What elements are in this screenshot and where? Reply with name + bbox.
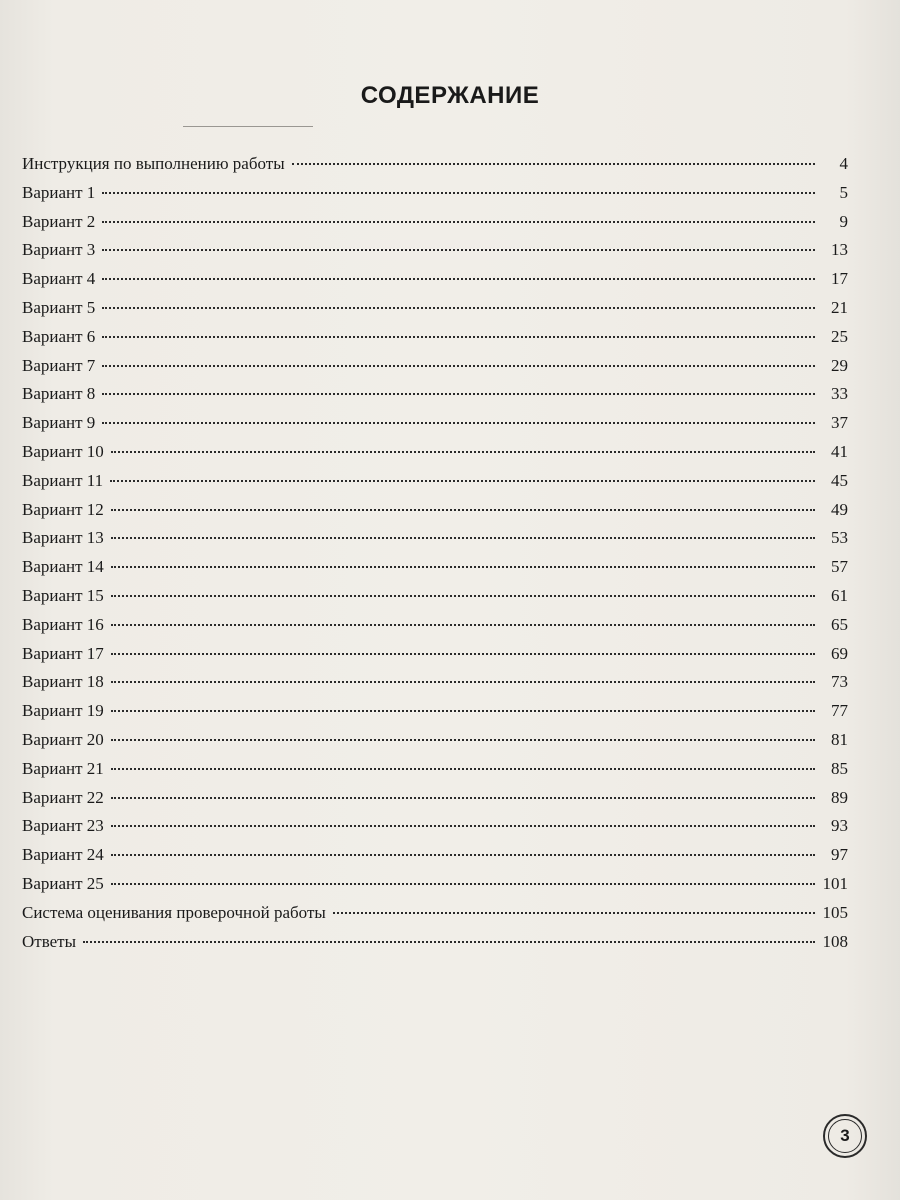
toc-entry-label: Вариант 23 bbox=[22, 816, 104, 836]
toc-entry bbox=[22, 899, 848, 928]
toc-dot-leader bbox=[102, 422, 815, 424]
toc-entry-label: Вариант 25 bbox=[22, 873, 104, 893]
toc-entry-page: 81 bbox=[831, 729, 848, 749]
toc-dot-leader bbox=[111, 566, 815, 568]
toc-entry bbox=[22, 294, 848, 323]
toc-dot-leader bbox=[102, 393, 815, 395]
toc-entry-page: 73 bbox=[831, 672, 848, 692]
toc-entry-label: Вариант 3 bbox=[22, 240, 96, 260]
toc-entry bbox=[22, 265, 848, 294]
toc-dot-leader bbox=[111, 797, 815, 799]
toc-entry bbox=[22, 553, 848, 582]
toc-dot-leader bbox=[111, 537, 815, 539]
toc-entry bbox=[22, 928, 848, 957]
toc-dot-leader bbox=[111, 509, 815, 511]
toc-entry bbox=[22, 697, 848, 726]
toc-entry bbox=[22, 438, 848, 467]
toc-entry-label: Вариант 17 bbox=[22, 643, 104, 663]
toc-dot-leader bbox=[111, 595, 815, 597]
toc-entry-label: Вариант 1 bbox=[22, 182, 96, 202]
toc-dot-leader bbox=[111, 739, 815, 741]
toc-dot-leader bbox=[111, 681, 815, 683]
table-of-contents bbox=[22, 150, 848, 956]
toc-entry-page: 45 bbox=[831, 470, 848, 490]
toc-entry bbox=[22, 755, 848, 784]
toc-entry bbox=[22, 611, 848, 640]
toc-entry-page: 53 bbox=[831, 528, 848, 548]
toc-dot-leader bbox=[102, 278, 815, 280]
toc-entry bbox=[22, 582, 848, 611]
toc-entry-page: 29 bbox=[831, 355, 848, 375]
toc-entry bbox=[22, 726, 848, 755]
toc-dot-leader bbox=[102, 365, 815, 367]
toc-entry bbox=[22, 380, 848, 409]
toc-entry-label: Вариант 12 bbox=[22, 499, 104, 519]
toc-entry-page: 5 bbox=[839, 182, 848, 202]
toc-entry bbox=[22, 323, 848, 352]
toc-entry bbox=[22, 841, 848, 870]
toc-dot-leader bbox=[110, 480, 815, 482]
toc-entry-page: 101 bbox=[822, 873, 848, 893]
toc-entry-page: 89 bbox=[831, 787, 848, 807]
toc-dot-leader bbox=[333, 912, 815, 914]
toc-entry-page: 4 bbox=[839, 154, 848, 173]
toc-dot-leader bbox=[111, 768, 815, 770]
toc-entry-label: Вариант 15 bbox=[22, 585, 104, 605]
toc-entry-page: 13 bbox=[831, 240, 848, 260]
toc-entry bbox=[22, 524, 848, 553]
toc-entry-page: 97 bbox=[831, 845, 848, 865]
toc-entry-label: Вариант 5 bbox=[22, 297, 96, 317]
toc-dot-leader bbox=[292, 163, 815, 165]
toc-entry bbox=[22, 409, 848, 438]
toc-entry-page: 85 bbox=[831, 758, 848, 778]
toc-entry-page: 25 bbox=[831, 326, 848, 346]
toc-dot-leader bbox=[83, 941, 815, 943]
toc-entry-label: Вариант 20 bbox=[22, 729, 104, 749]
toc-entry-label: Вариант 4 bbox=[22, 269, 96, 289]
toc-entry-label: Вариант 6 bbox=[22, 326, 96, 346]
toc-entry bbox=[22, 208, 848, 237]
toc-entry bbox=[22, 179, 848, 208]
toc-dot-leader bbox=[111, 653, 815, 655]
toc-entry bbox=[22, 640, 848, 669]
toc-entry-label: Инструкция по выполнению работы bbox=[22, 154, 285, 173]
toc-entry-label: Ответы bbox=[22, 931, 77, 951]
toc-dot-leader bbox=[111, 854, 815, 856]
toc-dot-leader bbox=[111, 624, 815, 626]
toc-entry-page: 108 bbox=[822, 931, 848, 951]
toc-entry bbox=[22, 352, 848, 381]
toc-entry-label: Вариант 18 bbox=[22, 672, 104, 692]
toc-dot-leader bbox=[102, 249, 815, 251]
toc-entry-label: Вариант 24 bbox=[22, 845, 104, 865]
toc-entry-label: Вариант 22 bbox=[22, 787, 104, 807]
toc-entry-page: 17 bbox=[831, 269, 848, 289]
page-number-badge bbox=[823, 1114, 867, 1158]
toc-entry bbox=[22, 812, 848, 841]
toc-entry-page: 93 bbox=[831, 816, 848, 836]
toc-dot-leader bbox=[111, 883, 815, 885]
toc-entry-page: 9 bbox=[839, 211, 848, 231]
toc-entry-label: Вариант 14 bbox=[22, 557, 104, 577]
toc-entry bbox=[22, 467, 848, 496]
toc-entry-page: 21 bbox=[831, 297, 848, 317]
toc-dot-leader bbox=[111, 710, 815, 712]
toc-entry bbox=[22, 236, 848, 265]
toc-entry bbox=[22, 496, 848, 525]
toc-entry bbox=[22, 784, 848, 813]
toc-entry-page: 61 bbox=[831, 585, 848, 605]
toc-entry-label: Вариант 19 bbox=[22, 701, 104, 721]
title-underline bbox=[183, 126, 313, 127]
toc-entry-label: Вариант 7 bbox=[22, 355, 96, 375]
toc-entry-page: 69 bbox=[831, 643, 848, 663]
toc-dot-leader bbox=[111, 451, 815, 453]
toc-entry-label: Вариант 13 bbox=[22, 528, 104, 548]
toc-dot-leader bbox=[102, 192, 815, 194]
toc-entry-label: Вариант 16 bbox=[22, 614, 104, 634]
toc-entry bbox=[22, 870, 848, 899]
toc-entry-page: 105 bbox=[822, 902, 848, 922]
toc-dot-leader bbox=[102, 221, 815, 223]
toc-entry-label: Вариант 9 bbox=[22, 413, 96, 433]
toc-entry-label: Вариант 10 bbox=[22, 441, 104, 461]
toc-entry-page: 57 bbox=[831, 557, 848, 577]
page-title: СОДЕРЖАНИЕ bbox=[360, 82, 540, 109]
toc-entry-label: Система оценивания проверочной работы bbox=[22, 902, 326, 922]
toc-dot-leader bbox=[111, 825, 815, 827]
toc-dot-leader bbox=[102, 307, 815, 309]
toc-entry-label: Вариант 2 bbox=[22, 211, 96, 231]
toc-entry bbox=[22, 150, 848, 179]
toc-entry-page: 33 bbox=[831, 384, 848, 404]
toc-entry-label: Вариант 8 bbox=[22, 384, 96, 404]
toc-dot-leader bbox=[102, 336, 815, 338]
toc-entry bbox=[22, 668, 848, 697]
toc-entry-page: 37 bbox=[831, 413, 848, 433]
toc-entry-page: 77 bbox=[831, 701, 848, 721]
page-number: 3 bbox=[828, 1119, 862, 1153]
toc-entry-page: 41 bbox=[831, 441, 848, 461]
toc-entry-label: Вариант 21 bbox=[22, 758, 104, 778]
toc-entry-label: Вариант 11 bbox=[22, 470, 104, 490]
toc-entry-page: 49 bbox=[831, 499, 848, 519]
toc-entry-page: 65 bbox=[831, 614, 848, 634]
